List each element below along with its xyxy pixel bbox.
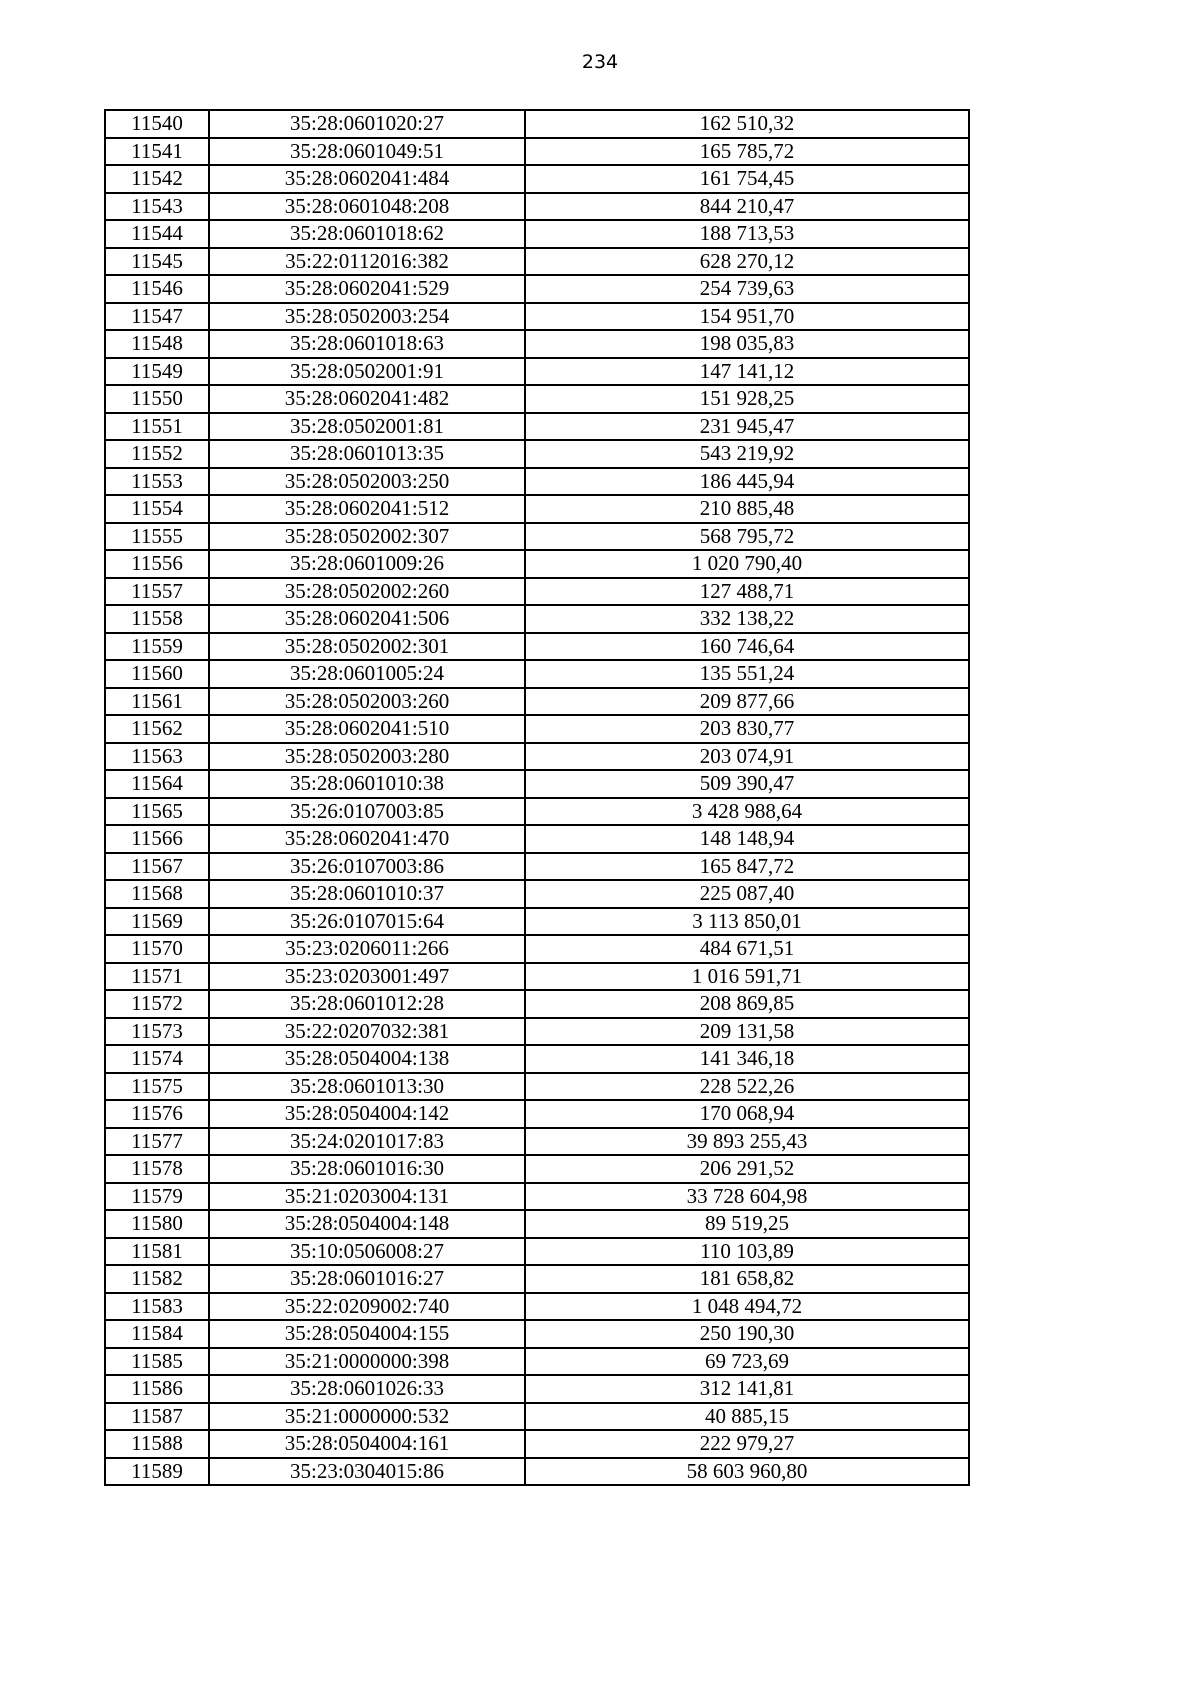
cadastral-value-cell: 154 951,70 [525,303,969,331]
row-number-cell: 11544 [105,220,209,248]
cadastral-value-cell: 332 138,22 [525,605,969,633]
cadastral-value-cell: 39 893 255,43 [525,1128,969,1156]
cadastral-number-cell: 35:28:0601048:208 [209,193,525,221]
cadastral-value-cell: 209 877,66 [525,688,969,716]
table-row [105,963,969,991]
cadastral-value-cell: 222 979,27 [525,1430,969,1458]
table-row [105,1018,969,1046]
row-number-cell: 11556 [105,550,209,578]
table-row [105,165,969,193]
cadastral-number-cell: 35:22:0207032:381 [209,1018,525,1046]
cadastral-number-cell: 35:28:0602041:510 [209,715,525,743]
row-number-cell: 11549 [105,358,209,386]
table-row [105,798,969,826]
row-number-cell: 11563 [105,743,209,771]
cadastral-number-cell: 35:28:0502002:301 [209,633,525,661]
table-row [105,605,969,633]
table-row [105,468,969,496]
cadastral-value-cell: 484 671,51 [525,935,969,963]
row-number-cell: 11564 [105,770,209,798]
cadastral-value-cell: 1 048 494,72 [525,1293,969,1321]
cadastral-number-cell: 35:28:0502003:260 [209,688,525,716]
row-number-cell: 11548 [105,330,209,358]
cadastral-value-cell: 141 346,18 [525,1045,969,1073]
cadastral-number-cell: 35:23:0203001:497 [209,963,525,991]
row-number-cell: 11583 [105,1293,209,1321]
table-row [105,825,969,853]
row-number-cell: 11575 [105,1073,209,1101]
cadastral-value-cell: 509 390,47 [525,770,969,798]
cadastral-value-cell: 568 795,72 [525,523,969,551]
cadastral-number-cell: 35:28:0601018:63 [209,330,525,358]
cadastral-value-cell: 206 291,52 [525,1155,969,1183]
row-number-cell: 11587 [105,1403,209,1431]
row-number-cell: 11558 [105,605,209,633]
table-row [105,495,969,523]
cadastral-number-cell: 35:28:0602041:470 [209,825,525,853]
cadastral-number-cell: 35:28:0601018:62 [209,220,525,248]
cadastral-value-cell: 147 141,12 [525,358,969,386]
row-number-cell: 11567 [105,853,209,881]
row-number-cell: 11565 [105,798,209,826]
table-row [105,248,969,276]
row-number-cell: 11569 [105,908,209,936]
row-number-cell: 11543 [105,193,209,221]
cadastral-value-cell: 160 746,64 [525,633,969,661]
table-row [105,1183,969,1211]
table-row [105,578,969,606]
cadastral-number-cell: 35:28:0502003:254 [209,303,525,331]
cadastral-value-cell: 151 928,25 [525,385,969,413]
cadastral-number-cell: 35:21:0000000:532 [209,1403,525,1431]
table-body [105,110,969,1485]
table-row [105,193,969,221]
cadastral-value-cell: 170 068,94 [525,1100,969,1128]
row-number-cell: 11546 [105,275,209,303]
cadastral-number-cell: 35:22:0112016:382 [209,248,525,276]
cadastral-value-cell: 188 713,53 [525,220,969,248]
cadastral-value-cell: 543 219,92 [525,440,969,468]
cadastral-number-cell: 35:26:0107003:86 [209,853,525,881]
table-row [105,110,969,138]
row-number-cell: 11547 [105,303,209,331]
table-row [105,853,969,881]
row-number-cell: 11553 [105,468,209,496]
row-number-cell: 11566 [105,825,209,853]
row-number-cell: 11545 [105,248,209,276]
table-row [105,880,969,908]
cadastral-number-cell: 35:26:0107015:64 [209,908,525,936]
cadastral-number-cell: 35:28:0601016:30 [209,1155,525,1183]
cadastral-value-cell: 208 869,85 [525,990,969,1018]
cadastral-number-cell: 35:24:0201017:83 [209,1128,525,1156]
cadastral-value-cell: 3 428 988,64 [525,798,969,826]
table-row [105,413,969,441]
cadastral-number-cell: 35:28:0502002:307 [209,523,525,551]
table-row [105,1128,969,1156]
table-row [105,1210,969,1238]
row-number-cell: 11572 [105,990,209,1018]
cadastral-value-cell: 250 190,30 [525,1320,969,1348]
cadastral-number-cell: 35:28:0601020:27 [209,110,525,138]
cadastral-value-cell: 628 270,12 [525,248,969,276]
table-row [105,440,969,468]
cadastral-value-cell: 110 103,89 [525,1238,969,1266]
cadastral-number-cell: 35:23:0304015:86 [209,1458,525,1486]
cadastral-value-cell: 161 754,45 [525,165,969,193]
row-number-cell: 11576 [105,1100,209,1128]
row-number-cell: 11540 [105,110,209,138]
row-number-cell: 11557 [105,578,209,606]
cadastral-value-cell: 3 113 850,01 [525,908,969,936]
row-number-cell: 11551 [105,413,209,441]
cadastral-number-cell: 35:28:0601049:51 [209,138,525,166]
row-number-cell: 11541 [105,138,209,166]
row-number-cell: 11560 [105,660,209,688]
cadastral-value-cell: 1 016 591,71 [525,963,969,991]
cadastral-value-cell: 162 510,32 [525,110,969,138]
cadastral-value-cell: 33 728 604,98 [525,1183,969,1211]
table-row [105,523,969,551]
cadastral-value-cell: 228 522,26 [525,1073,969,1101]
cadastral-value-cell: 203 074,91 [525,743,969,771]
table-row [105,633,969,661]
table-row [105,908,969,936]
table-row [105,385,969,413]
cadastral-number-cell: 35:28:0601010:37 [209,880,525,908]
row-number-cell: 11589 [105,1458,209,1486]
row-number-cell: 11584 [105,1320,209,1348]
cadastral-value-cell: 1 020 790,40 [525,550,969,578]
cadastral-number-cell: 35:10:0506008:27 [209,1238,525,1266]
row-number-cell: 11588 [105,1430,209,1458]
cadastral-number-cell: 35:28:0502001:91 [209,358,525,386]
table-row [105,1155,969,1183]
table-row [105,550,969,578]
row-number-cell: 11559 [105,633,209,661]
table-row [105,1320,969,1348]
row-number-cell: 11568 [105,880,209,908]
cadastral-number-cell: 35:21:0203004:131 [209,1183,525,1211]
row-number-cell: 11578 [105,1155,209,1183]
table-row [105,1100,969,1128]
cadastral-value-cell: 69 723,69 [525,1348,969,1376]
table-row [105,1045,969,1073]
cadastral-value-cell: 312 141,81 [525,1375,969,1403]
cadastral-number-cell: 35:28:0601026:33 [209,1375,525,1403]
cadastral-number-cell: 35:28:0502003:280 [209,743,525,771]
cadastral-number-cell: 35:28:0601013:30 [209,1073,525,1101]
table-row [105,1403,969,1431]
cadastral-number-cell: 35:28:0502003:250 [209,468,525,496]
cadastral-number-cell: 35:28:0602041:484 [209,165,525,193]
table-row [105,1238,969,1266]
table-row [105,688,969,716]
table-row [105,990,969,1018]
cadastral-number-cell: 35:28:0602041:482 [209,385,525,413]
table-row [105,220,969,248]
row-number-cell: 11562 [105,715,209,743]
cadastral-number-cell: 35:28:0601009:26 [209,550,525,578]
table-row [105,770,969,798]
table-row [105,1375,969,1403]
cadastral-value-cell: 40 885,15 [525,1403,969,1431]
cadastral-value-table [104,109,970,1486]
table-row [105,1073,969,1101]
table-row [105,935,969,963]
row-number-cell: 11555 [105,523,209,551]
table-row [105,743,969,771]
table-row [105,660,969,688]
cadastral-number-cell: 35:28:0601012:28 [209,990,525,1018]
row-number-cell: 11581 [105,1238,209,1266]
cadastral-value-cell: 844 210,47 [525,193,969,221]
cadastral-number-cell: 35:21:0000000:398 [209,1348,525,1376]
cadastral-value-cell: 181 658,82 [525,1265,969,1293]
row-number-cell: 11574 [105,1045,209,1073]
row-number-cell: 11552 [105,440,209,468]
cadastral-value-cell: 165 847,72 [525,853,969,881]
cadastral-number-cell: 35:28:0602041:512 [209,495,525,523]
table-row [105,330,969,358]
cadastral-value-cell: 231 945,47 [525,413,969,441]
table-row [105,138,969,166]
cadastral-value-cell: 148 148,94 [525,825,969,853]
page-number: 234 [581,51,619,73]
cadastral-number-cell: 35:28:0504004:155 [209,1320,525,1348]
cadastral-number-cell: 35:28:0601010:38 [209,770,525,798]
cadastral-value-cell: 209 131,58 [525,1018,969,1046]
table-row [105,1430,969,1458]
cadastral-value-cell: 58 603 960,80 [525,1458,969,1486]
cadastral-value-cell: 225 087,40 [525,880,969,908]
cadastral-value-cell: 127 488,71 [525,578,969,606]
cadastral-value-cell: 203 830,77 [525,715,969,743]
table-row [105,358,969,386]
cadastral-number-cell: 35:23:0206011:266 [209,935,525,963]
cadastral-number-cell: 35:28:0504004:138 [209,1045,525,1073]
cadastral-number-cell: 35:26:0107003:85 [209,798,525,826]
row-number-cell: 11542 [105,165,209,193]
cadastral-number-cell: 35:28:0504004:161 [209,1430,525,1458]
cadastral-number-cell: 35:28:0502001:81 [209,413,525,441]
cadastral-value-cell: 210 885,48 [525,495,969,523]
row-number-cell: 11582 [105,1265,209,1293]
table-row [105,1265,969,1293]
table-row [105,715,969,743]
row-number-cell: 11550 [105,385,209,413]
row-number-cell: 11579 [105,1183,209,1211]
row-number-cell: 11586 [105,1375,209,1403]
cadastral-number-cell: 35:28:0601005:24 [209,660,525,688]
cadastral-value-cell: 186 445,94 [525,468,969,496]
cadastral-value-cell: 89 519,25 [525,1210,969,1238]
cadastral-value-cell: 254 739,63 [525,275,969,303]
table-row [105,303,969,331]
cadastral-number-cell: 35:28:0602041:529 [209,275,525,303]
cadastral-number-cell: 35:28:0504004:142 [209,1100,525,1128]
row-number-cell: 11585 [105,1348,209,1376]
row-number-cell: 11561 [105,688,209,716]
table-row [105,1458,969,1486]
row-number-cell: 11580 [105,1210,209,1238]
cadastral-value-cell: 165 785,72 [525,138,969,166]
row-number-cell: 11577 [105,1128,209,1156]
row-number-cell: 11573 [105,1018,209,1046]
cadastral-number-cell: 35:28:0602041:506 [209,605,525,633]
cadastral-number-cell: 35:28:0601016:27 [209,1265,525,1293]
table-row [105,1293,969,1321]
cadastral-number-cell: 35:28:0502002:260 [209,578,525,606]
cadastral-value-cell: 198 035,83 [525,330,969,358]
cadastral-value-cell: 135 551,24 [525,660,969,688]
row-number-cell: 11571 [105,963,209,991]
cadastral-number-cell: 35:28:0504004:148 [209,1210,525,1238]
table-row [105,1348,969,1376]
row-number-cell: 11570 [105,935,209,963]
cadastral-number-cell: 35:28:0601013:35 [209,440,525,468]
table-row [105,275,969,303]
cadastral-number-cell: 35:22:0209002:740 [209,1293,525,1321]
row-number-cell: 11554 [105,495,209,523]
